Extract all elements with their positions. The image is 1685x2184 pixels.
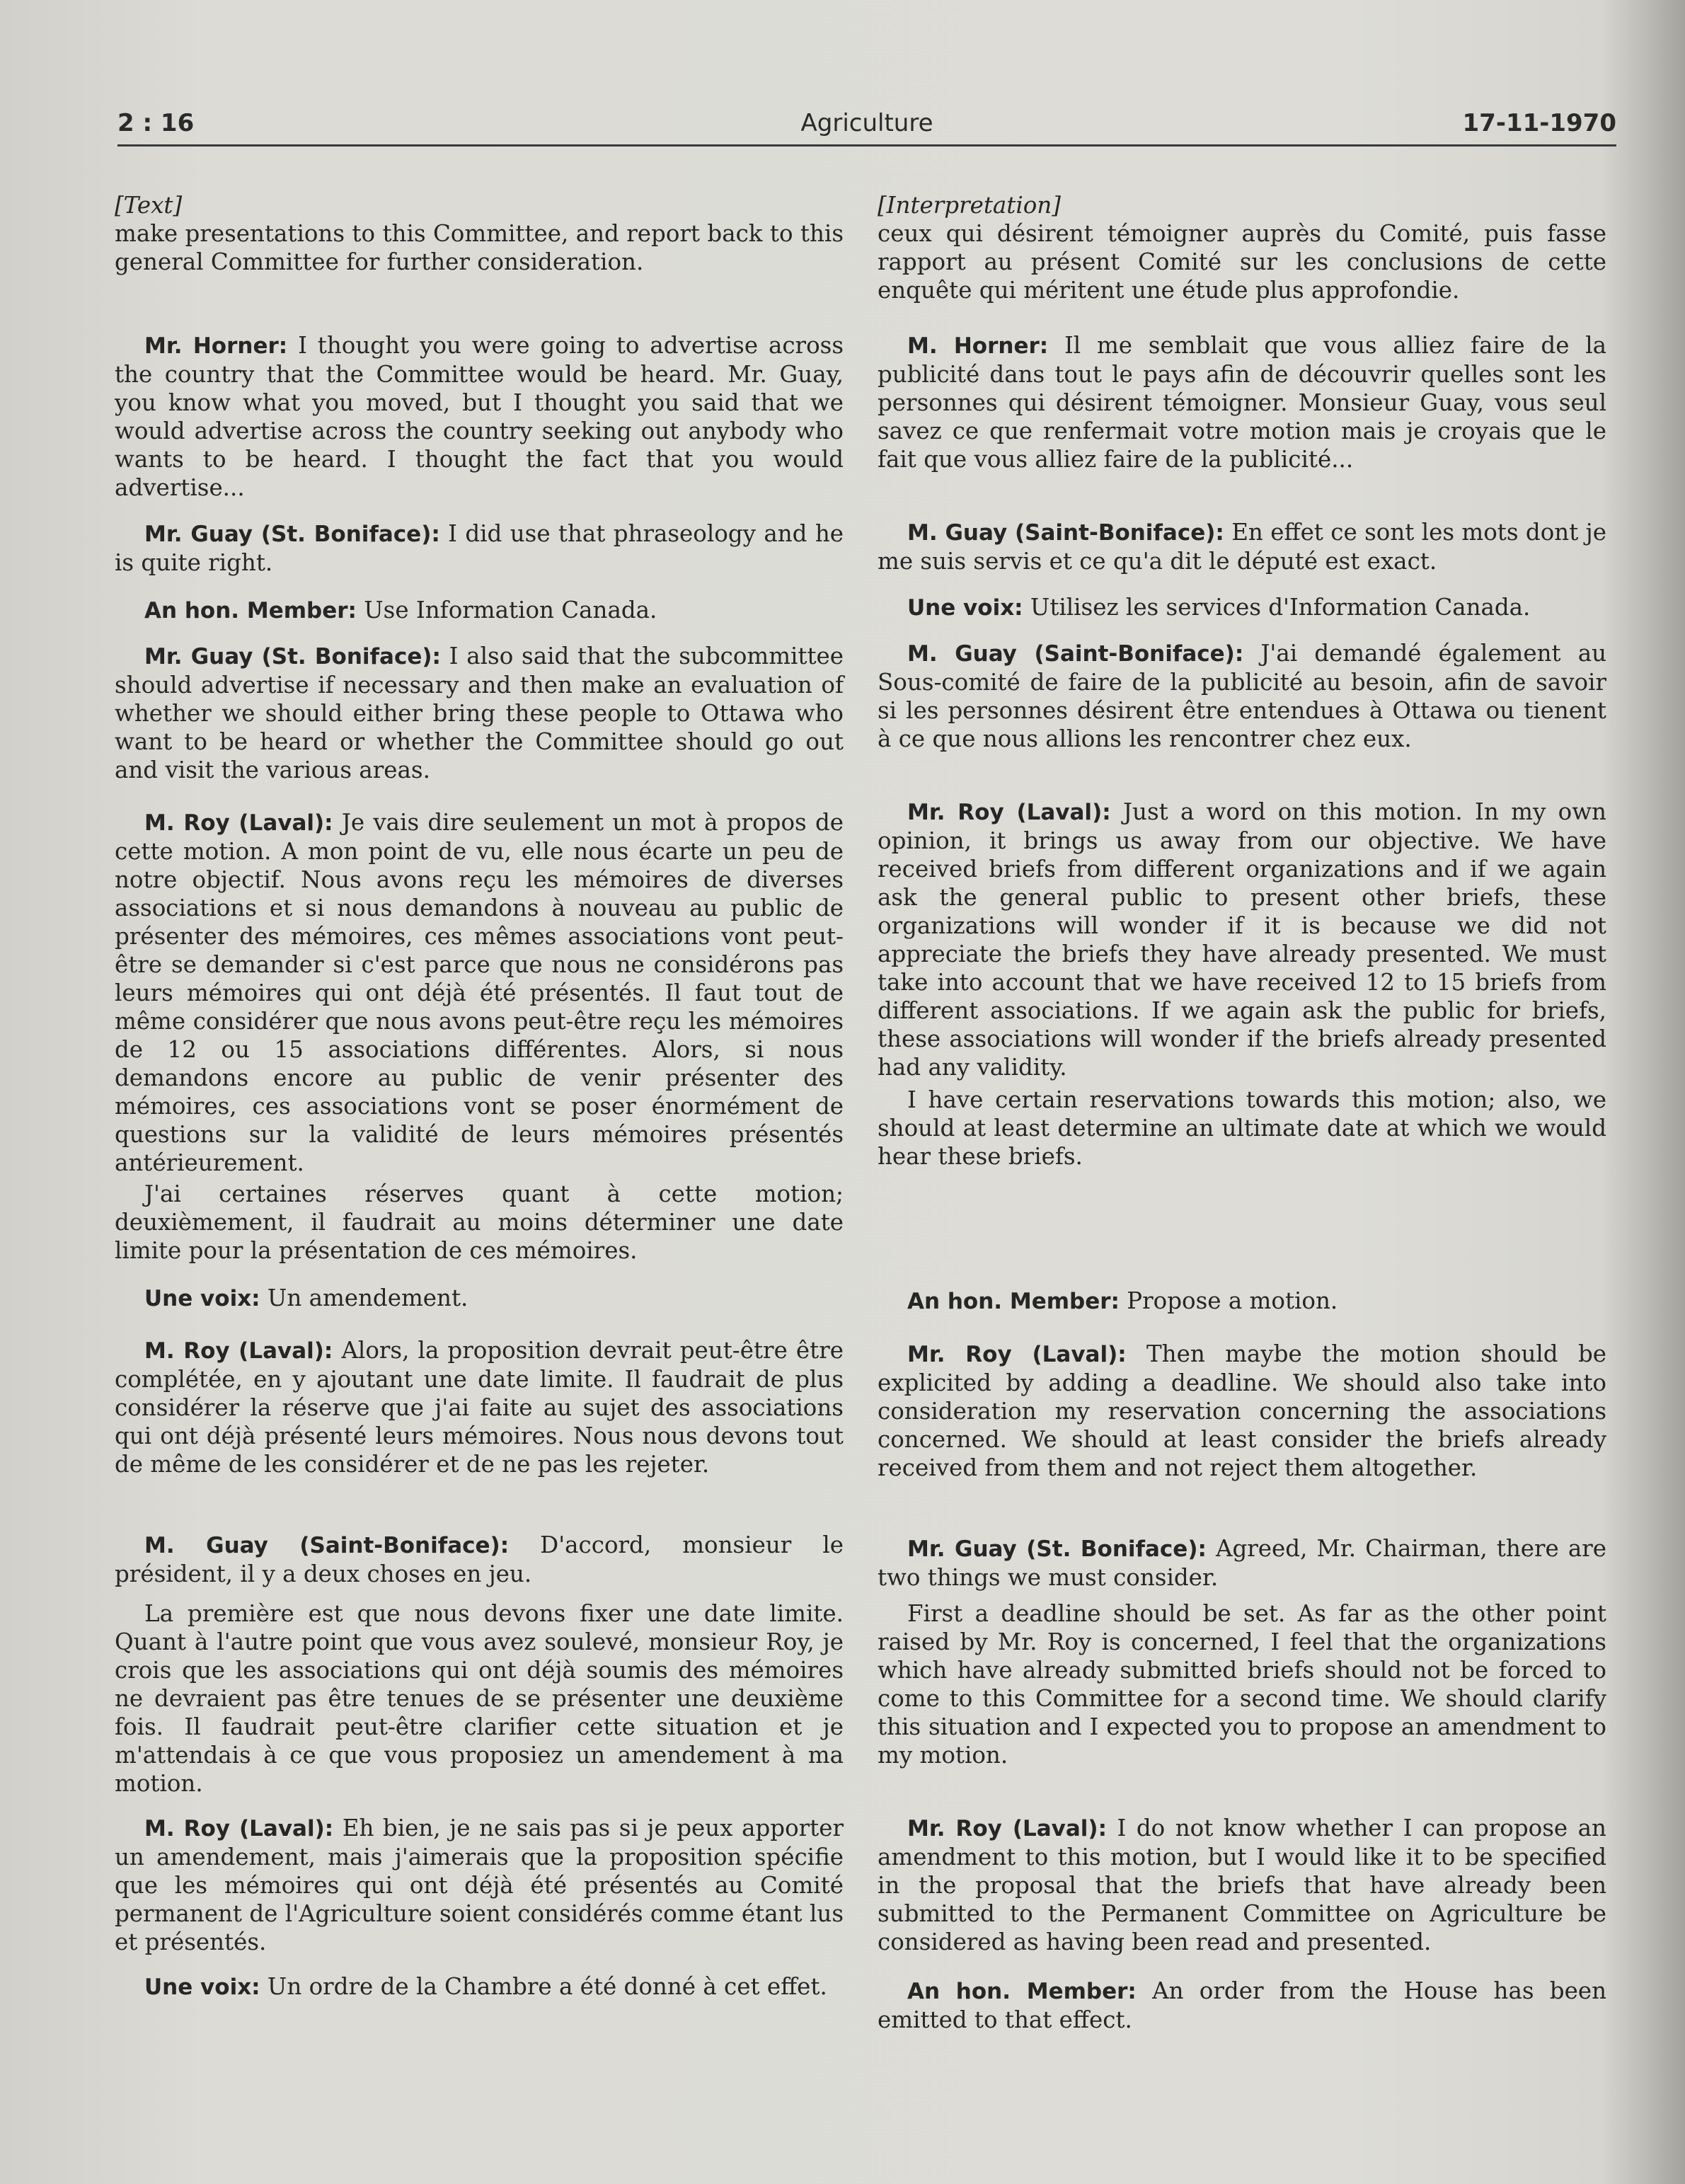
speaker-name: Mr. Guay (St. Boniface): <box>144 522 440 547</box>
speaker-name: M. Guay (Saint-Boniface): <box>907 520 1224 546</box>
speech-paragraph <box>115 331 844 502</box>
paragraph: make presentations to this Committee, and report back to this general Committee for further consideration. <box>115 220 844 275</box>
speech-text: Eh bien, je ne sais pas si je peux apporter un amendement, mais j'aimerais que la proposition spécifie que les mémoires qui ont déjà été présentés au Comité permanent de l'Agriculture soient considérés comme étant lus et présentés. <box>115 1815 844 1955</box>
speech-paragraph <box>115 596 844 625</box>
page-date: 17-11-1970 <box>1462 109 1616 137</box>
speaker-name: An hon. Member: <box>907 1289 1120 1314</box>
speech-paragraph <box>115 1531 844 1588</box>
page-number: 2 : 16 <box>117 109 195 137</box>
speech-text: Alors, la proposition devrait peut-être être complétée, en y ajoutant une date limite. Il faudrait de plus considérer la réserve que j'ai faite au sujet des associations qui ont déjà présenté leurs mémoires. Nous nous devons tout de même de les considérer et de ne pas les rejeter. <box>115 1337 844 1478</box>
speech-paragraph <box>878 798 1606 1081</box>
speech-paragraph <box>878 1977 1606 2034</box>
speech-text: Il me semblait que vous alliez faire de la publicité dans tout le pays afin de découvrir quelles sont les personnes qui désirent témoigner. Monsieur Guay, vous seul savez ce que renfermait votre motion mais je croyais que le fait que vous alliez faire de la publicité... <box>878 332 1606 473</box>
speech-text: I also said that the subcommittee should advertise if necessary and then make an evaluation of whether we should either bring these people to Ottawa who want to be heard or whether the Committee should go out and visit the various areas. <box>115 643 844 783</box>
speaker-name: M. Roy (Laval): <box>144 1338 333 1364</box>
running-header <box>117 105 1616 146</box>
paragraph: I have certain reservations towards this motion; also, we should at least determine an ultimate date at which we would hear these briefs. <box>878 1086 1606 1170</box>
speaker-name: Mr. Horner: <box>144 333 288 359</box>
speech-text: Propose a motion. <box>1119 1287 1338 1314</box>
speaker-name: M. Guay (Saint-Boniface): <box>144 1533 510 1558</box>
speech-text: D'accord, monsieur le président, il y a deux choses en jeu. <box>115 1531 844 1587</box>
speech-paragraph <box>878 639 1606 753</box>
speech-text: Un ordre de la Chambre a été donné à cet effet. <box>260 1973 827 2000</box>
speech-text: Use Information Canada. <box>356 597 657 623</box>
speech-paragraph <box>115 1336 844 1478</box>
speaker-name: Mr. Guay (St. Boniface): <box>907 1536 1207 1562</box>
column-tag: [Interpretation] <box>878 192 1061 219</box>
speaker-name: M. Roy (Laval): <box>144 1816 334 1841</box>
speech-text: Then maybe the motion should be explicited by adding a deadline. We should also take into consideration my reservation concerning the associations concerned. We should at least consider the briefs already received from them and not reject them altogether. <box>878 1340 1606 1481</box>
speech-text: An order from the House has been emitted to that effect. <box>878 1977 1607 2033</box>
speaker-name: Une voix: <box>907 595 1023 621</box>
speech-paragraph <box>115 808 844 1177</box>
speaker-name: Mr. Roy (Laval): <box>907 1342 1127 1367</box>
speaker-name: M. Guay (Saint-Boniface): <box>907 641 1244 667</box>
speaker-name: Une voix: <box>144 1975 260 2000</box>
speech-paragraph <box>115 642 844 784</box>
speaker-name: An hon. Member: <box>144 598 357 623</box>
paragraph: First a deadline should be set. As far as the other point raised by Mr. Roy is concerned, I feel that the organizations which have already submitted briefs should not be forced to come to this Committee for a second time. We should clarify this situation and I expected you to propose an amendment to my motion. <box>878 1600 1606 1769</box>
speaker-name: M. Roy (Laval): <box>144 810 333 836</box>
speech-paragraph <box>878 1814 1606 1956</box>
speaker-name: Mr. Roy (Laval): <box>907 1816 1107 1841</box>
paragraph: ceux qui désirent témoigner auprès du Comité, puis fasse rapport au présent Comité sur les conclusions de cette enquête qui méritent une étude plus approfondie. <box>878 220 1606 304</box>
paragraph: J'ai certaines réserves quant à cette motion; deuxièmement, il faudrait au moins déterminer une date limite pour la présentation de ces mémoires. <box>115 1180 844 1264</box>
speech-paragraph <box>878 1340 1606 1482</box>
speech-paragraph <box>115 1972 844 2001</box>
speech-paragraph <box>878 593 1606 622</box>
speech-text: Je vais dire seulement un mot à propos de cette motion. A mon point de vu, elle nous écarte un peu de notre objectif. Nous avons reçu les mémoires de diverses associations et si nous demandons à nouveau au public de présenter des mémoires, ces mêmes associations vont peut-être se demander si c'est parce que nous ne considérons pas leurs mémoires qui ont déjà été présentés. Il faut tout de même considérer que nous avons peut-être reçu les mémoires de 12 ou 15 associations différentes. Alors, si nous demandons encore au public de venir présenter des mémoires, ces associations vont se poser énormément de questions sur la validité de leurs mémoires présentés antérieurement. <box>115 809 844 1176</box>
paragraph: La première est que nous devons fixer une date limite. Quant à l'autre point que vous avez soulevé, monsieur Roy, je crois que les associations qui ont déjà soumis des mémoires ne devraient pas être tenues de se présenter une deuxième fois. Il faudrait peut-être clarifier cette situation et je m'attendais à ce que vous proposiez un amendement à ma motion. <box>115 1600 844 1797</box>
speech-text: J'ai demandé également au Sous-comité de faire de la publicité au besoin, afin de savoir si les personnes désirent être entendues à Ottawa ou tienent à ce que nous allions les rencontrer chez eux. <box>878 640 1607 752</box>
speaker-name: Mr. Guay (St. Boniface): <box>144 644 441 669</box>
speech-text: Utilisez les services d'Information Canada. <box>1023 594 1531 621</box>
speech-text: I did use that phraseology and he is quite right. <box>115 520 844 576</box>
speaker-name: Une voix: <box>144 1286 260 1311</box>
speaker-name: M. Horner: <box>907 333 1049 359</box>
speech-text: Agreed, Mr. Chairman, there are two things we must consider. <box>878 1535 1607 1591</box>
speech-paragraph <box>115 1814 844 1956</box>
speech-text: Just a word on this motion. In my own opinion, it brings us away from our objective. We have received briefs from different organizations and if we again ask the general public to present other briefs, these organizations will wonder if it is because we did not appreciate the briefs they have already presented. We must take into account that we have received 12 to 15 briefs from different associations. If we again ask the public for briefs, these associations will wonder if the briefs already presented had any validity. <box>878 798 1606 1081</box>
speech-paragraph <box>115 1284 844 1313</box>
speech-text: I do not know whether I can propose an amendment to this motion, but I would like it to be specified in the proposal that the briefs that have already been submitted to the Permanent Committee on Agriculture be considered as having been read and presented. <box>878 1815 1606 1955</box>
speech-paragraph <box>878 331 1606 473</box>
speech-paragraph <box>878 1287 1606 1316</box>
speech-text: En effet ce sont les mots dont je me suis servis et ce qu'a dit le député est exact. <box>878 519 1606 575</box>
speech-text: Un amendement. <box>260 1284 468 1311</box>
speech-paragraph <box>878 518 1606 575</box>
column-tag: [Text] <box>115 192 183 219</box>
speaker-name: Mr. Roy (Laval): <box>907 800 1111 825</box>
speaker-name: An hon. Member: <box>907 1979 1137 2004</box>
speech-paragraph <box>115 519 844 577</box>
speech-paragraph <box>878 1534 1606 1592</box>
speech-text: I thought you were going to advertise across the country that the Committee would be heard. Mr. Guay, you know what you moved, but I thought you said that we would advertise across the country seeking out anybody who wants to be heard. I thought the fact that you would advertise... <box>115 332 844 501</box>
page-title: Agriculture <box>800 109 933 137</box>
